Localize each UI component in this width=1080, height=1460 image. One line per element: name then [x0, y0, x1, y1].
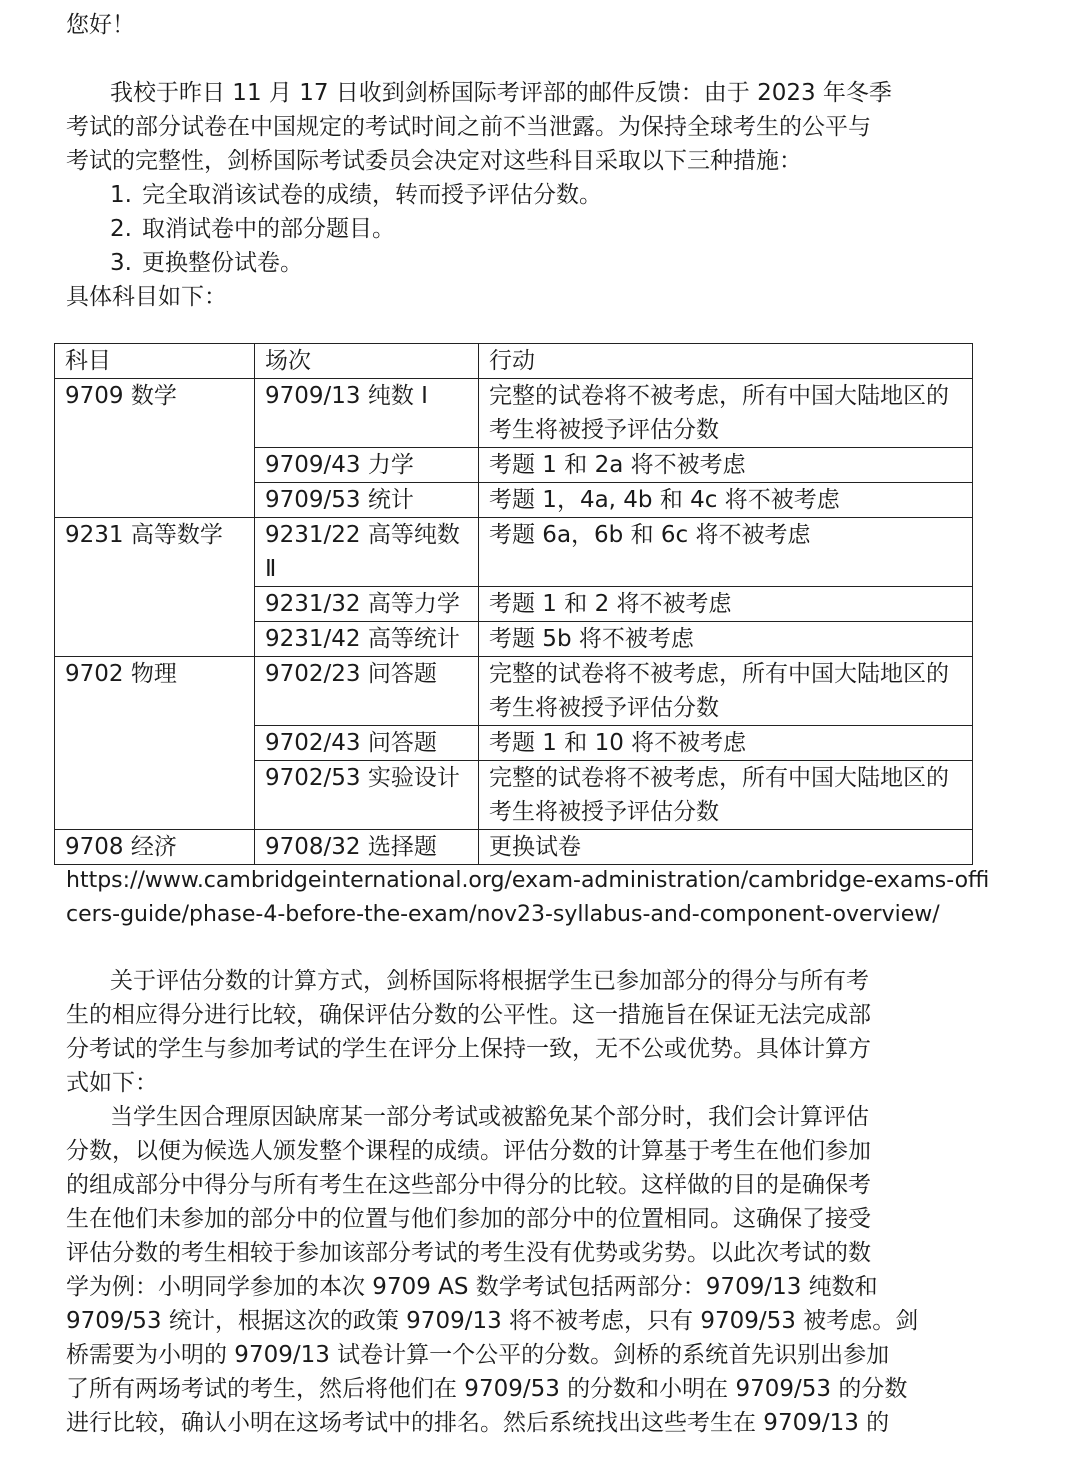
session-cell: 9702/43 问答题	[255, 726, 479, 761]
action-cell: 更换试卷	[479, 830, 973, 865]
subject-cell: 9709 数学	[55, 379, 255, 518]
session-cell: 9709/13 纯数 Ⅰ	[255, 379, 479, 448]
source-url-line[interactable]: https://www.cambridgeinternational.org/exam-administration/cambridge-exams-offi	[66, 868, 990, 893]
action-cell: 考题 5b 将不被考虑	[479, 622, 973, 657]
assessment-line: 桥需要为小明的 9709/13 试卷计算一个公平的分数。剑桥的系统首先识别出参加	[66, 1342, 890, 1368]
table-row	[55, 518, 973, 587]
subjects-intro: 具体科目如下：	[66, 284, 227, 310]
measure-number: 1.	[110, 182, 132, 208]
action-cell: 考题 6a，6b 和 6c 将不被考虑	[479, 518, 973, 587]
intro-line: 考试的完整性，剑桥国际考试委员会决定对这些科目采取以下三种措施：	[66, 148, 802, 174]
session-cell: 9709/53 统计	[255, 483, 479, 518]
action-cell: 考题 1 和 2 将不被考虑	[479, 587, 973, 622]
assessment-line: 学为例：小明同学参加的本次 9709 AS 数学考试包括两部分：9709/13 纯数和	[66, 1274, 878, 1300]
subject-cell: 9702 物理	[55, 657, 255, 830]
table-row	[55, 379, 973, 448]
measure-item	[110, 246, 303, 280]
assessment-line: 当学生因合理原因缺席某一部分考试或被豁免某个部分时，我们会计算评估	[110, 1104, 869, 1130]
measure-text: 取消试卷中的部分题目。	[142, 216, 395, 242]
action-cell: 完整的试卷将不被考虑，所有中国大陆地区的考生将被授予评估分数	[479, 657, 973, 726]
action-cell: 考题 1 和 10 将不被考虑	[479, 726, 973, 761]
assessment-line: 评估分数的考生相较于参加该部分考试的考生没有优势或劣势。以此次考试的数	[66, 1240, 871, 1266]
action-cell: 考题 1 和 2a 将不被考虑	[479, 448, 973, 483]
header-subject: 科目	[55, 344, 255, 379]
intro-line: 我校于昨日 11 月 17 日收到剑桥国际考评部的邮件反馈：由于 2023 年冬季	[110, 80, 892, 106]
table-row	[55, 657, 973, 726]
session-cell: 9231/32 高等力学	[255, 587, 479, 622]
measure-item	[110, 178, 602, 212]
assessment-line: 的组成部分中得分与所有考生在这些部分中得分的比较。这样做的目的是确保考	[66, 1172, 871, 1198]
table-row	[55, 830, 973, 865]
action-cell: 完整的试卷将不被考虑，所有中国大陆地区的考生将被授予评估分数	[479, 379, 973, 448]
source-url-line[interactable]: cers-guide/phase-4-before-the-exam/nov23-syllabus-and-component-overview/	[66, 902, 940, 927]
action-cell: 完整的试卷将不被考虑，所有中国大陆地区的考生将被授予评估分数	[479, 761, 973, 830]
table-header-row	[55, 344, 973, 379]
intro-line: 考试的部分试卷在中国规定的考试时间之前不当泄露。为保持全球考生的公平与	[66, 114, 871, 140]
assessment-line: 关于评估分数的计算方式，剑桥国际将根据学生已参加部分的得分与所有考	[110, 968, 869, 994]
assessment-line: 9709/53 统计，根据这次的政策 9709/13 将不被考虑，只有 9709/53 被考虑。剑	[66, 1308, 919, 1334]
session-cell: 9702/23 问答题	[255, 657, 479, 726]
session-cell: 9702/53 实验设计	[255, 761, 479, 830]
assessment-line: 了所有两场考试的考生，然后将他们在 9709/53 的分数和小明在 9709/53 的分数	[66, 1376, 908, 1402]
assessment-line: 分考试的学生与参加考试的学生在评分上保持一致，无不公或优势。具体计算方	[66, 1036, 871, 1062]
action-cell: 考题 1，4a, 4b 和 4c 将不被考虑	[479, 483, 973, 518]
header-action: 行动	[479, 344, 973, 379]
subject-cell: 9231 高等数学	[55, 518, 255, 657]
assessment-line: 生的相应得分进行比较，确保评估分数的公平性。这一措施旨在保证无法完成部	[66, 1002, 871, 1028]
measure-number: 2.	[110, 216, 132, 242]
subjects-table	[54, 343, 973, 865]
assessment-line: 生在他们未参加的部分中的位置与他们参加的部分中的位置相同。这确保了接受	[66, 1206, 871, 1232]
assessment-line: 式如下：	[66, 1070, 158, 1096]
header-session: 场次	[255, 344, 479, 379]
session-cell: 9708/32 选择题	[255, 830, 479, 865]
session-cell: 9709/43 力学	[255, 448, 479, 483]
measure-text: 完全取消该试卷的成绩，转而授予评估分数。	[142, 182, 602, 208]
session-cell: 9231/42 高等统计	[255, 622, 479, 657]
measure-number: 3.	[110, 250, 132, 276]
assessment-line: 进行比较，确认小明在这场考试中的排名。然后系统找出这些考生在 9709/13 的	[66, 1410, 890, 1436]
session-cell: 9231/22 高等纯数 Ⅱ	[255, 518, 479, 587]
subject-cell: 9708 经济	[55, 830, 255, 865]
measure-item	[110, 212, 395, 246]
measure-text: 更换整份试卷。	[142, 250, 303, 276]
greeting: 您好！	[66, 12, 135, 38]
assessment-line: 分数，以便为候选人颁发整个课程的成绩。评估分数的计算基于考生在他们参加	[66, 1138, 871, 1164]
